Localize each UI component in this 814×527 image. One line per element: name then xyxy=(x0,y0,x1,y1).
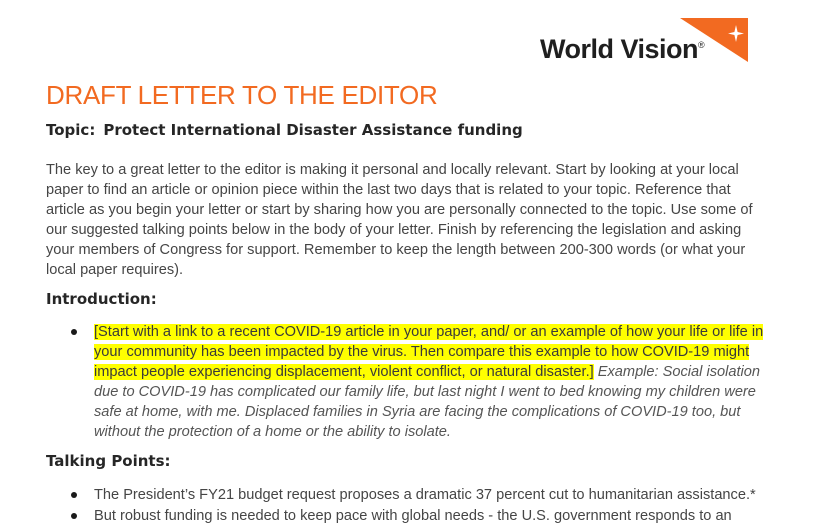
world-vision-logo xyxy=(540,18,752,66)
list-item xyxy=(46,485,768,505)
logo-star-mark-icon xyxy=(674,18,752,64)
logo-wordmark-text: World Vision xyxy=(540,34,699,64)
talking-point-text: The President’s FY21 budget request proposes a dramatic 37 percent cut to humanitarian assistance.* xyxy=(94,487,756,503)
instructions-paragraph: The key to a great letter to the editor is making it personal and locally relevant. Start by looking at your local paper to find an article or opinion piece within the last two days that is related to your topic. Reference that article as you begin your letter or start by sharing how you are personally connected to the topic. Use some of our suggested talking points below in the body of your letter. Finish by referencing the legislation and asking your members of Congress for support. Remember to keep the length between 200-300 words (or what your local paper requires). xyxy=(46,162,753,278)
bullet-icon xyxy=(71,329,77,335)
introduction-heading: Introduction: xyxy=(46,290,157,308)
topic-value: Protect International Disaster Assistance funding xyxy=(103,121,523,139)
talking-point-text: But robust funding is needed to keep pace with global needs - the U.S. government responds to an xyxy=(94,508,732,524)
highlighted-instruction: [Start with a link to a recent COVID-19 article in your paper, and/ or an example of how your life or life in your community has been impacted by the virus. Then compare this example to how COVID-19 might impact people experiencing displacement, violent conflict, or natural disaster.] xyxy=(94,324,764,380)
page-title: DRAFT LETTER TO THE EDITOR xyxy=(46,80,438,110)
topic-line xyxy=(46,121,523,139)
talking-points-list xyxy=(46,485,768,527)
list-item xyxy=(46,506,768,526)
talking-points-heading: Talking Points: xyxy=(46,452,171,470)
topic-label: Topic: xyxy=(46,121,96,139)
bullet-icon xyxy=(71,492,77,498)
introduction-list xyxy=(46,322,768,442)
example-text: Example: Social isolation due to COVID-19 has complicated our family life, but last night I went to bed knowing my children were safe at home, with me. Displaced families in Syria are facing the complications of COVID-19 too, but without the protection of a home or the ability to isolate. xyxy=(94,364,760,440)
bullet-icon xyxy=(71,513,77,519)
logo-trademark: ® xyxy=(698,40,705,50)
list-item xyxy=(46,322,768,442)
